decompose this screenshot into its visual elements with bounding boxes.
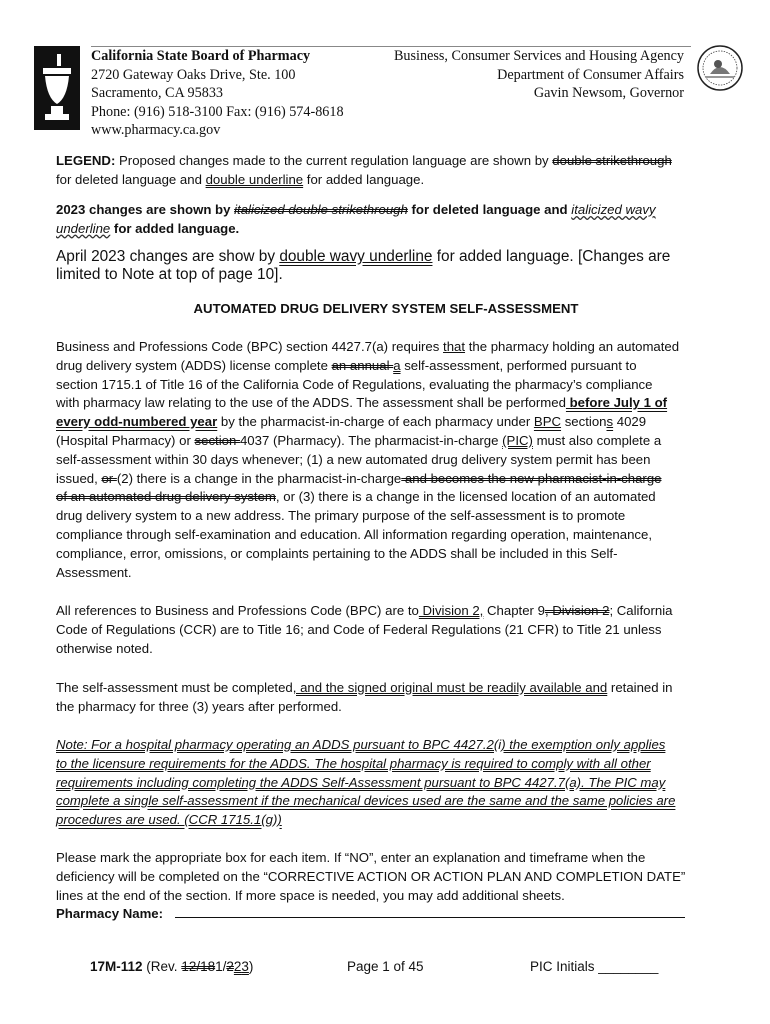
p1-insert: a: [393, 357, 401, 373]
p2-text: ; California: [609, 603, 673, 618]
address-line-2: Sacramento, CA 95833: [91, 85, 224, 101]
website: www.pharmacy.ca.gov: [91, 122, 221, 138]
pic-initials[interactable]: PIC Initials ________: [530, 959, 659, 974]
p1-deletion: an annual: [331, 357, 394, 373]
note-line: complete a single self-assessment if the mechanical devices used are the same and the same policies are: [56, 793, 676, 809]
p1-insert: before July 1 of: [565, 395, 668, 411]
references-paragraph: [56, 602, 716, 658]
rev-insert: 2: [233, 959, 242, 974]
p1-text: 4029: [613, 414, 647, 430]
changes-2023-strike-sample: italicized double strikethrough: [234, 202, 408, 217]
legend-text-3: for added language.: [303, 171, 425, 187]
instructions-line: Please mark the appropriate box for each item. If “NO”, enter an explanation and timeframe when the: [56, 850, 646, 865]
p1-text: the pharmacy holding an automated: [465, 339, 680, 354]
intro-paragraph: [56, 338, 716, 582]
p2-insert: Division 2,: [418, 603, 484, 618]
april-text-1: April 2023 changes are show by: [56, 248, 280, 265]
april-text-2: for added language. [Changes are: [432, 248, 671, 265]
p1-text: compliance through self-examination and education. All information regarding operation, maintenance,: [56, 526, 652, 542]
retention-paragraph: [56, 679, 716, 717]
legend-label: LEGEND:: [56, 153, 116, 168]
pharmacy-name-label: Pharmacy Name:: [56, 906, 164, 922]
p2-text: Code of Regulations (CCR) are to Title 16; and Code of Federal Regulations (21 CFR) to Title 21 unless: [56, 621, 662, 637]
p1-text: with pharmacy law relating to the use of the ADDS. The assessment shall be performed: [56, 395, 566, 411]
p1-text: , or (3) there is a change in the licensed location of an automated: [275, 489, 656, 505]
phone-fax: Phone: (916) 518-3100 Fax: (916) 574-8618: [91, 103, 344, 120]
april-text-3: limited to Note at top of page 10].: [56, 266, 283, 283]
p1-insert: (PIC): [502, 432, 533, 448]
p3-text: The self-assessment must be completed: [56, 680, 293, 695]
pharmacy-name-field[interactable]: [175, 905, 685, 918]
p1-text: issued,: [56, 470, 102, 486]
p1-text: drug delivery system (ADDS) license complete: [56, 357, 332, 373]
changes-2023-wavy-sample-b: underline: [56, 220, 111, 236]
april-wavy-sample: double wavy underline: [279, 248, 433, 265]
p2-text: Chapter 9: [483, 603, 545, 618]
governor-name: Gavin Newsom, Governor: [533, 85, 684, 101]
p1-text: self-assessment, performed pursuant to: [400, 357, 637, 373]
rev-deletion: 2: [226, 959, 234, 974]
rev-text: (Rev.: [142, 959, 182, 974]
p1-text: Assessment.: [56, 564, 132, 580]
p1-text: section 1715.1 of Title 16 of the California Code of Regulations, evaluating the pharmacy’s compliance: [56, 376, 653, 392]
pharmacy-mortar-pestle-logo: [34, 46, 80, 130]
legend-strike-sample: double strikethrough: [552, 153, 672, 168]
p2-text: All references to Business and Professions Code (BPC) are to: [56, 603, 419, 618]
p3-text: the pharmacy for three (3) years after performed.: [56, 698, 342, 714]
p1-insert: BPC: [533, 414, 562, 430]
note-line: to the licensure requirements for the ADDS. The hospital pharmacy is required to comply with all other: [56, 755, 651, 771]
form-revision: [90, 959, 253, 974]
p1-text: (Hospital Pharmacy) or: [56, 432, 195, 448]
state-seal-icon: [696, 44, 744, 92]
note-line: procedures are used. (CCR 1715.1(g)): [56, 812, 282, 828]
p1-insert: s: [606, 414, 614, 430]
changes-2023-wavy-sample-a: italicized wavy: [571, 202, 656, 217]
hospital-note: [56, 736, 716, 830]
board-name: California State Board of Pharmacy: [91, 48, 311, 64]
document-title: AUTOMATED DRUG DELIVERY SYSTEM SELF-ASSESSMENT: [193, 301, 579, 316]
p2-deletion: , Division 2: [544, 603, 610, 618]
april-2023-block: [56, 248, 716, 284]
p1-text: 4037 (Pharmacy). The pharmacist-in-charge: [239, 432, 503, 448]
board-address-block: [91, 47, 344, 140]
page-number: Page 1 of 45: [347, 959, 424, 974]
p3-insert: , and the signed original must be readily available and: [292, 680, 608, 695]
p1-insert: every odd-numbered year: [56, 414, 218, 430]
form-id: 17M-112: [90, 959, 143, 974]
note-line: Note: For a hospital pharmacy operating an ADDS pursuant to BPC 4427.2(i) the exemption only applies: [56, 737, 666, 752]
department-name: Department of Consumer Affairs: [497, 66, 684, 83]
rev-insert: 3: [241, 959, 249, 974]
instructions-paragraph: [56, 849, 716, 924]
p1-deletion: or: [101, 470, 117, 486]
p1-deletion: of an automated drug delivery system: [56, 489, 276, 505]
p1-text: Business and Professions Code (BPC) section 4427.7(a) requires: [56, 339, 444, 354]
rev-text: ): [248, 959, 254, 974]
legend-text-1: Proposed changes made to the current regulation language are shown by: [115, 153, 553, 168]
p1-text: by the pharmacist-in-charge of each pharmacy under: [217, 414, 534, 430]
note-line: requirements including completing the ADDS Self-Assessment pursuant to BPC 4427.7(a). The PIC may: [56, 774, 666, 790]
instructions-line: deficiency will be completed on the “CORRECTIVE ACTION OR ACTION PLAN AND COMPLETION DATE”: [56, 868, 686, 884]
legend-text-2: for deleted language and: [56, 171, 206, 187]
rev-deletion: 12/18: [181, 959, 216, 974]
p1-text: section: [561, 414, 607, 430]
p3-text: retained in: [607, 680, 673, 695]
p1-deletion: section: [194, 432, 240, 448]
p2-text: otherwise noted.: [56, 640, 153, 656]
instructions-line: lines at the end of the section. If more space is needed, you may add additional sheets.: [56, 887, 565, 903]
address-line-1: 2720 Gateway Oaks Drive, Ste. 100: [91, 66, 296, 83]
agency-block: [394, 47, 684, 103]
p1-deletion: and becomes the new pharmacist-in-charge: [401, 470, 662, 486]
rev-text: 1/: [215, 959, 227, 974]
changes-2023-text-2: for deleted language and: [407, 202, 572, 217]
legend-block: [56, 152, 716, 190]
p1-text: compliance, error, omissions, or complaints pertaining to the ADDS shall be included in this Self-: [56, 545, 618, 561]
changes-2023-text-3: for added language.: [110, 220, 240, 236]
p1-insert: that: [443, 339, 466, 354]
changes-2023-text-1: 2023 changes are shown by: [56, 202, 235, 217]
legend-underline-sample: double underline: [205, 171, 304, 187]
changes-2023-block: [56, 201, 716, 239]
p1-text: self-assessment within 30 days whenever; (1) a new automated drug delivery system permit has been: [56, 451, 651, 467]
p1-text: drug delivery system to a new address. The primary purpose of the self-assessment is to promote: [56, 508, 626, 524]
p1-text: (2) there is a change in the pharmacist-in-charge: [116, 470, 402, 486]
p1-text: must also complete a: [532, 432, 662, 448]
agency-name: Business, Consumer Services and Housing Agency: [393, 48, 684, 64]
